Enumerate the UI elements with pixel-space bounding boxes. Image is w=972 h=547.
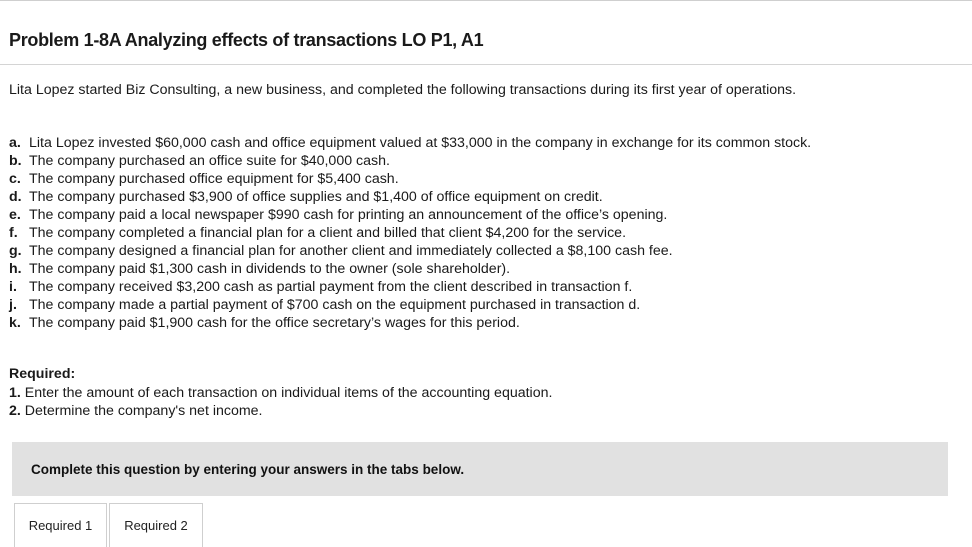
list-item [9, 314, 811, 332]
list-item [9, 242, 811, 260]
transaction-letter: a. [9, 135, 21, 151]
transaction-text: Lita Lopez invested $60,000 cash and office equipment valued at $33,000 in the company in exchange for its common stock. [29, 135, 812, 151]
transaction-letter: h. [9, 261, 22, 277]
transaction-letter: f. [9, 225, 18, 241]
list-item [9, 152, 811, 170]
banner-text: Complete this question by entering your answers in the tabs below. [31, 461, 465, 477]
list-item [9, 188, 811, 206]
tab-required-1[interactable]: Required 1 [14, 503, 107, 547]
transaction-list [9, 134, 811, 332]
list-item [9, 278, 811, 296]
transaction-text: The company purchased $3,900 of office supplies and $1,400 of office equipment on credit. [29, 189, 603, 205]
transaction-letter: i. [9, 279, 17, 295]
top-border [0, 0, 972, 1]
transaction-letter: b. [9, 153, 22, 169]
transaction-letter: e. [9, 207, 21, 223]
list-item [9, 134, 811, 152]
transaction-text: The company completed a financial plan for a client and billed that client $4,200 for the service. [29, 225, 627, 241]
list-item [9, 296, 811, 314]
transaction-letter: d. [9, 189, 22, 205]
instruction-banner [12, 442, 948, 496]
list-item [9, 170, 811, 188]
transaction-text: The company made a partial payment of $700 cash on the equipment purchased in transaction d. [29, 297, 641, 313]
transaction-letter: j. [9, 297, 17, 313]
transaction-text: The company received $3,200 cash as partial payment from the client described in transaction f. [29, 279, 633, 295]
title-divider [0, 64, 972, 65]
transaction-text: The company purchased office equipment for $5,400 cash. [29, 171, 399, 187]
intro-text: Lita Lopez started Biz Consulting, a new business, and completed the following transactions during its first year of operations. [9, 82, 797, 98]
transaction-text: The company designed a financial plan for another client and immediately collected a $8,100 cash fee. [29, 243, 673, 259]
list-item [9, 384, 552, 402]
list-item [9, 206, 811, 224]
tab-bar [14, 503, 203, 547]
transaction-text: The company purchased an office suite for $40,000 cash. [29, 153, 390, 169]
list-item [9, 224, 811, 242]
required-number: 1. [9, 385, 21, 401]
required-text: Determine the company's net income. [24, 403, 263, 419]
page-title: Problem 1-8A Analyzing effects of transactions LO P1, A1 [9, 30, 484, 50]
tab-required-2[interactable]: Required 2 [109, 503, 203, 547]
transaction-letter: g. [9, 243, 22, 259]
transaction-letter: c. [9, 171, 21, 187]
required-text: Enter the amount of each transaction on individual items of the accounting equation. [24, 385, 553, 401]
transaction-text: The company paid $1,300 cash in dividends to the owner (sole shareholder). [29, 261, 511, 277]
required-list [9, 384, 552, 420]
list-item [9, 402, 552, 420]
transaction-text: The company paid a local newspaper $990 cash for printing an announcement of the office’s opening. [29, 207, 668, 223]
transaction-text: The company paid $1,900 cash for the office secretary’s wages for this period. [29, 315, 520, 331]
transaction-letter: k. [9, 315, 21, 331]
required-heading: Required: [9, 366, 76, 382]
required-number: 2. [9, 403, 21, 419]
list-item [9, 260, 811, 278]
